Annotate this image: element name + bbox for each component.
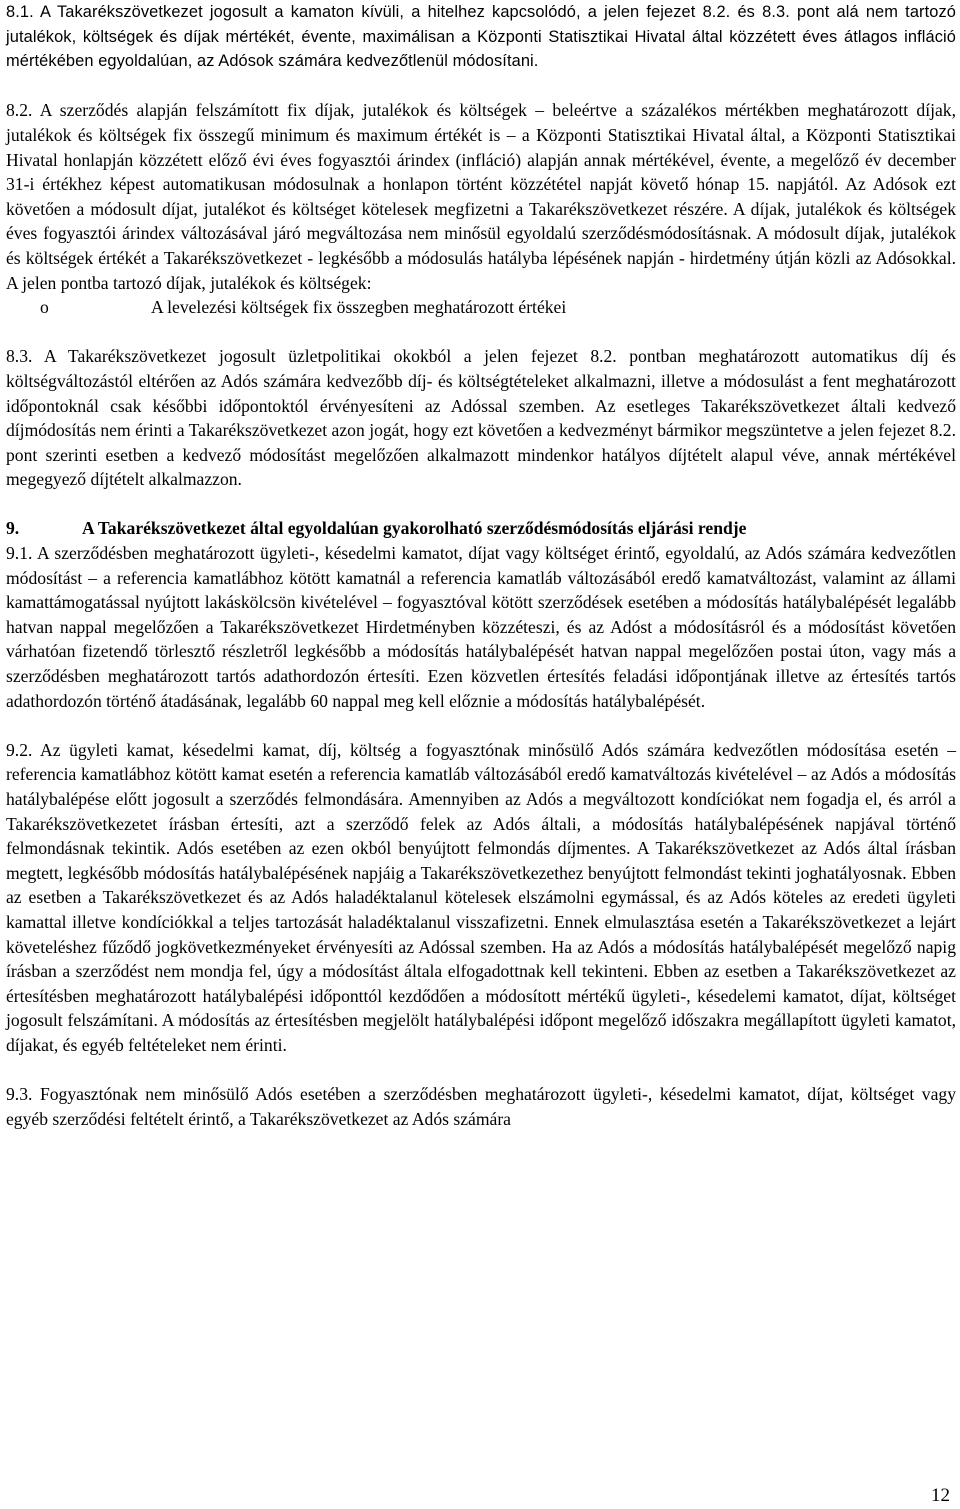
paragraph-8-1: 8.1. A Takarékszövetkezet jogosult a kamaton kívüli, a hitelhez kapcsolódó, a jelen fejezet 8.2. és 8.3. pont alá nem tartozó jutalékok, költségek és díjak mértékét, évente, maximálisan a Központi Statisztikai Hivatal által közzétett éves átlagos infláció mértékében egyoldalúan, az Adósok számára kedvezőtlenül módosítani.	[6, 3, 956, 71]
spacer	[6, 320, 956, 345]
spacer	[6, 74, 956, 99]
list-bullet: o	[40, 297, 49, 318]
paragraph-9-3: 9.3. Fogyasztónak nem minősülő Adós esetében a szerződésben meghatározott ügyleti-, késedelmi kamatot, díjat, költséget vagy egyéb szerződési feltételt érintő, a Takarékszövetkezet az Adós számára	[6, 1084, 956, 1129]
section-title: A Takarékszövetkezet által egyoldalúan gyakorolható szerződésmódosítás eljárási rendje	[82, 518, 747, 539]
paragraph-8-3: 8.3. A Takarékszövetkezet jogosult üzletpolitikai okokból a jelen fejezet 8.2. pontban meghatározott automatikus díj és költségváltozástól eltérően az Adós számára kedvezőbb díj- és költségtételeket alkalmazni, illetve a módosulást a fent meghatározott időpontoknál csak későbbi időpontoktól érvényesíteni az Adóssal szemben. Az esetleges Takarékszövetkezet általi kedvező díjmódosítás nem érinti a Takarékszövetkezet azon jogát, hogy ezt követően a kedvezményt bármikor megszüntetve a jelen fejezet 8.2. pont szerinti esetben a kedvező módosítást megelőzően alkalmazott mindenkor hatályos díjtételt alapul véve, annak mértékével megegyező díjtételt alkalmazzon.	[6, 346, 956, 490]
spacer	[6, 1058, 956, 1083]
paragraph-9-1: 9.1. A szerződésben meghatározott ügyleti-, késedelmi kamatot, díjat vagy költséget érintő, egyoldalú, az Adós számára kedvezőtlen módosítást – a referencia kamatlábhoz kötött kamatnál a referencia kamatláb változásából eredő kamatváltozást, valamint az állami kamattámogatással nyújtott lakáskölcsön kivételével – fogyasztóval kötött szerződések esetében a módosítás hatálybalépését legalább hatvan nappal megelőzően a Takarékszövetkezet Hirdetményben közzéteszi, és az Adóst a módosításról és a módosítást követően várhatóan fizetendő törlesztő részletről legkésőbb a módosítás hatálybalépését hatvan nappal megelőzően postai úton, vagy más a szerződésben meghatározott tartós adathordozón értesíti. Ezen közvetlen értesítés feladási időpontjának illetve az értesítés tartós adathordozón történő átadásának, legalább 60 nappal meg kell előznie a módosítás hatálybalépését.	[6, 543, 956, 711]
section-heading-9	[6, 516, 956, 541]
paragraph-9-2: 9.2. Az ügyleti kamat, késedelmi kamat, díj, költség a fogyasztónak minősülő Adós számára kedvezőtlen módosítása esetén – referencia kamatlábhoz kötött kamat esetén a referencia kamatláb változásából eredő kamatváltozás kivételével – az Adós a módosítás hatálybalépése előtt jogosult a szerződés felmondására. Amennyiben az Adós a megváltozott kondíciókat nem fogadja el, és arról a Takarékszövetkezetet írásban értesíti, azt a szerződő felek az Adós általi, a módosítás hatálybalépésének napjával történő felmondásnak tekintik. Adós esetében az ezen okból benyújtott felmondás díjmentes. A Takarékszövetkezet az Adós által írásban megtett, legkésőbb módosítás hatálybalépésének napjáig a Takarékszövetkezethez benyújtott felmondást tekinti joghatályosnak. Ebben az esetben a Takarékszövetkezet és az Adós haladéktalanul kötelesek elszámolni egymással, és az Adós köteles az eredeti ügyleti kamattal illetve kondíciókkal a teljes tartozását haladéktalanul visszafizetni. Ennek elmulasztása esetén a Takarékszövetkezet a lejárt követeléshez fűződő jogkövetkezményeket érvényesíti az Adóssal szemben. Ha az Adós a módosítás hatálybalépését megelőző napig írásban a szerződést nem mondja fel, úgy a módosítást általa elfogadottnak kell tekinteni. Ebben az esetben a Takarékszövetkezet az értesítésben meghatározott hatálybalépési időponttól kezdődően a módosított mértékű ügyleti-, késedelemi kamatot, díjat, költséget jogosult felszámítani. A módosítás az értesítésben megjelölt hatálybalépési időpont megelőző időszakra megállapított ügyleti kamatot, díjakat, és egyéb feltételeket nem érinti.	[6, 739, 956, 1055]
section-number: 9.	[6, 518, 20, 539]
spacer	[6, 713, 956, 738]
page-number: 12	[931, 1485, 950, 1506]
paragraph-8-2: 8.2. A szerződés alapján felszámított fix díjak, jutalékok és költségek – beleértve a százalékos mértékben meghatározott díjak, jutalékok és költségek fix összegű minimum és maximum értékét is – a Központi Statisztikai Hivatal által, a Központi Statisztikai Hivatal honlapján közzétett előző évi éves fogyasztói árindex (infláció) alapján annak mértékével, évente, a megelőző év december 31-i értékhez képest automatikusan módosulnak a honlapon történt közzététel napját követő hónap 15. napjától. Az Adósok ezt követően a módosult díjat, jutalékot és költséget kötelesek megfizetni a Takarékszövetkezet részére. A díjak, jutalékok és költségek éves fogyasztói árindex változásával járó megváltozása nem minősül egyoldalú szerződésmódosításnak. A módosult díjak, jutalékok és költségek értékét a Takarékszövetkezet - legkésőbb a módosulás hatályba lépésének napján - hirdetmény útján közli az Adósokkal. A jelen pontba tartozó díjak, jutalékok és költségek:	[6, 100, 956, 293]
list-item	[6, 295, 956, 320]
spacer	[6, 492, 956, 517]
document-page	[6, 0, 956, 1131]
list-item-text: A levelezési költségek fix összegben meghatározott értékei	[151, 297, 567, 318]
